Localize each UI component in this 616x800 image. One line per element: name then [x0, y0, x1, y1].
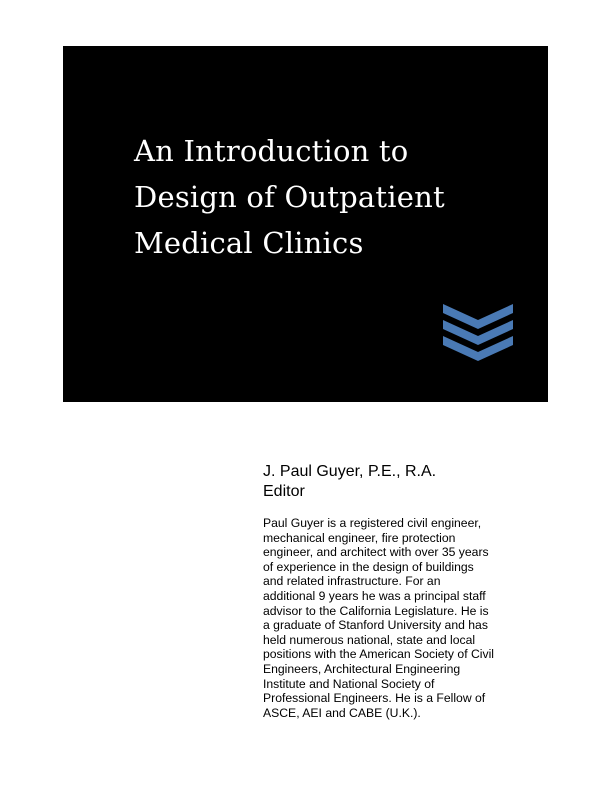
bio-line: positions with the American Society of Civil: [263, 647, 494, 662]
bio-line: Institute and National Society of: [263, 676, 435, 691]
bio-line: mechanical engineer, fire protection: [263, 530, 456, 545]
book-title: [134, 128, 445, 266]
bio-line: of experience in the design of buildings: [263, 559, 474, 574]
author-bio: [263, 516, 563, 720]
bio-line: a graduate of Stanford University and has: [263, 618, 488, 633]
title-line: An Introduction to: [134, 134, 409, 168]
bio-line: Paul Guyer is a registered civil engineer,: [263, 516, 482, 530]
bio-line: additional 9 years he was a principal staff: [263, 588, 486, 603]
cover-panel: [63, 46, 548, 402]
bio-line: held numerous national, state and local: [263, 632, 476, 647]
bio-line: Professional Engineers. He is a Fellow of: [263, 691, 486, 706]
bio-line: and related infrastructure. For an: [263, 574, 441, 589]
title-line: Design of Outpatient: [134, 180, 445, 214]
author-block: [263, 462, 563, 720]
bio-line: advisor to the California Legislature. He is: [263, 603, 489, 618]
bio-line: ASCE, AEI and CABE (U.K.).: [263, 705, 421, 720]
bio-line: Engineers, Architectural Engineering: [263, 661, 461, 676]
title-line: Medical Clinics: [134, 226, 364, 260]
author-name: J. Paul Guyer, P.E., R.A.: [263, 463, 437, 480]
bio-line: engineer, and architect with over 35 years: [263, 545, 489, 560]
author-role: Editor: [263, 483, 305, 500]
triple-chevron-down-icon: [443, 304, 513, 362]
